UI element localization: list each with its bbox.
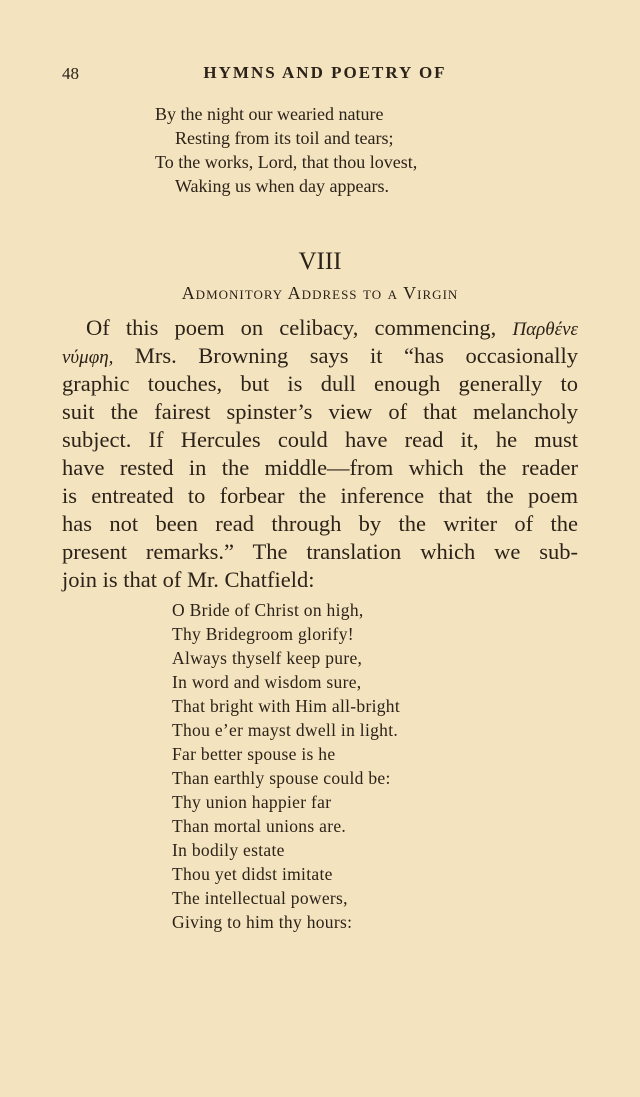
greek-text: Παρθένε xyxy=(512,319,578,340)
stanza-line: To the works, Lord, that thou lovest, xyxy=(155,152,418,172)
verse-line: Thy Bridegroom glorify! xyxy=(172,624,354,644)
prose-text: Of this poem on celibacy, commencing, xyxy=(86,315,497,340)
stanza-line: Waking us when day appears. xyxy=(175,176,389,196)
verse-line: The intellectual powers, xyxy=(172,888,348,908)
section-title: Admonitory Address to a Virgin xyxy=(181,283,459,303)
prose-line: have rested in the middle—from which the reader xyxy=(62,455,578,480)
prose-line: subject. If Hercules could have read it, he must xyxy=(62,427,578,452)
verse-line: Giving to him thy hours: xyxy=(172,912,353,932)
verse-line: Than earthly spouse could be: xyxy=(172,768,391,788)
prose-text: Mrs. Browning says it “has occasionally xyxy=(113,343,578,368)
prose-line: is entreated to forbear the inference that the poem xyxy=(62,483,578,508)
prose-line: has not been read through by the writer of the xyxy=(62,511,578,536)
greek-text: νύμφη, xyxy=(62,347,114,368)
page-number: 48 xyxy=(62,64,79,83)
section-number: VIII xyxy=(298,248,342,275)
prose-line xyxy=(86,315,578,341)
prose-line: suit the fairest spinster’s view of that melancholy xyxy=(62,399,578,424)
prose-line xyxy=(62,343,578,369)
verse-line: That bright with Him all-bright xyxy=(172,696,401,716)
verse-line: Thou e’er mayst dwell in light. xyxy=(172,720,399,740)
verse-line: Than mortal unions are. xyxy=(172,816,347,836)
verse-line: In bodily estate xyxy=(172,840,285,860)
verse-line: Thou yet didst imitate xyxy=(172,864,333,884)
running-title: HYMNS AND POETRY OF xyxy=(203,63,447,82)
prose-line: present remarks.” The translation which we sub- xyxy=(62,539,578,564)
verse-line: O Bride of Christ on high, xyxy=(172,600,364,620)
verse-line: In word and wisdom sure, xyxy=(172,672,362,692)
stanza-line: Resting from its toil and tears; xyxy=(175,128,394,148)
prose-line: graphic touches, but is dull enough generally to xyxy=(62,371,578,396)
stanza-line: By the night our wearied nature xyxy=(155,104,384,124)
verse-line: Thy union happier far xyxy=(172,792,332,812)
prose-line: join is that of Mr. Chatfield: xyxy=(62,567,315,592)
verse-line: Far better spouse is he xyxy=(172,744,336,764)
verse-line: Always thyself keep pure, xyxy=(172,648,363,668)
